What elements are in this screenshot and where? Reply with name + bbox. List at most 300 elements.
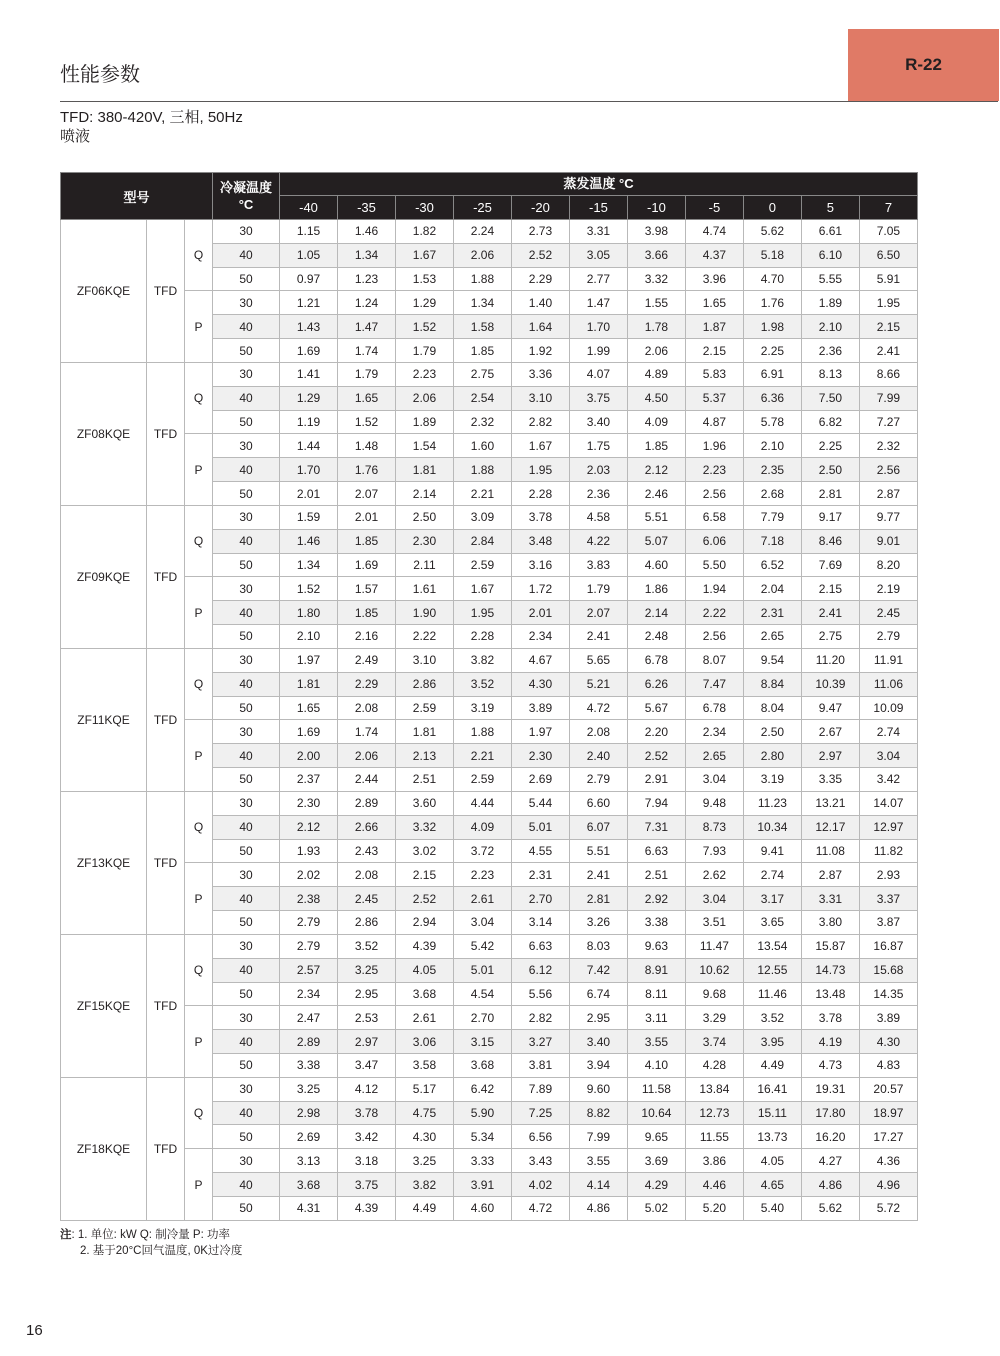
- table-cell: 7.25: [511, 1101, 569, 1125]
- table-cell: 2.86: [395, 672, 453, 696]
- table-cell: 17.27: [859, 1125, 917, 1149]
- table-cell: 6.74: [569, 982, 627, 1006]
- condensing-temp: 50: [213, 267, 280, 291]
- table-cell: 8.73: [685, 815, 743, 839]
- table-cell: 4.60: [627, 553, 685, 577]
- table-cell: 2.52: [511, 243, 569, 267]
- condensing-temp: 40: [213, 458, 280, 482]
- table-cell: 4.30: [859, 1030, 917, 1054]
- table-cell: 4.54: [453, 982, 511, 1006]
- table-cell: 2.15: [801, 577, 859, 601]
- table-cell: 2.10: [280, 625, 338, 649]
- table-cell: 3.19: [453, 696, 511, 720]
- table-cell: 2.19: [859, 577, 917, 601]
- table-cell: 4.60: [453, 1196, 511, 1220]
- table-cell: 11.46: [743, 982, 801, 1006]
- table-cell: 9.01: [859, 529, 917, 553]
- table-cell: 2.41: [569, 863, 627, 887]
- table-cell: 2.50: [743, 720, 801, 744]
- table-cell: 10.09: [859, 696, 917, 720]
- condensing-temp: 40: [213, 1173, 280, 1197]
- table-cell: 2.69: [280, 1125, 338, 1149]
- table-cell: 2.08: [338, 863, 396, 887]
- table-cell: 8.91: [627, 958, 685, 982]
- table-cell: 6.52: [743, 553, 801, 577]
- table-cell: 1.40: [511, 291, 569, 315]
- condensing-temp: 50: [213, 482, 280, 506]
- table-cell: 1.70: [569, 315, 627, 339]
- table-cell: 1.88: [453, 720, 511, 744]
- table-cell: 11.82: [859, 839, 917, 863]
- table-cell: 2.65: [743, 625, 801, 649]
- table-cell: 2.70: [511, 887, 569, 911]
- condensing-temp: 50: [213, 1053, 280, 1077]
- table-cell: 1.79: [338, 362, 396, 386]
- table-cell: 3.95: [743, 1030, 801, 1054]
- table-cell: 5.40: [743, 1196, 801, 1220]
- condensing-temp: 40: [213, 601, 280, 625]
- table-cell: 7.79: [743, 505, 801, 529]
- table-cell: 2.70: [453, 1006, 511, 1030]
- table-cell: 2.07: [569, 601, 627, 625]
- table-cell: 2.00: [280, 744, 338, 768]
- model-name: ZF13KQE: [61, 791, 147, 934]
- table-cell: 2.14: [627, 601, 685, 625]
- table-cell: 2.15: [685, 339, 743, 363]
- table-cell: 9.68: [685, 982, 743, 1006]
- table-cell: 3.04: [685, 768, 743, 792]
- table-cell: 2.41: [801, 601, 859, 625]
- table-cell: 2.53: [338, 1006, 396, 1030]
- table-cell: 3.43: [511, 1149, 569, 1173]
- table-cell: 2.45: [338, 887, 396, 911]
- parameter-key: P: [185, 720, 213, 791]
- table-cell: 2.29: [511, 267, 569, 291]
- condensing-temp: 40: [213, 1101, 280, 1125]
- header-evaporating-temp: 蒸发温度 °C: [280, 173, 918, 196]
- table-cell: 13.21: [801, 791, 859, 815]
- table-cell: 2.74: [859, 720, 917, 744]
- table-cell: 1.54: [395, 434, 453, 458]
- table-cell: 8.13: [801, 362, 859, 386]
- table-cell: 1.67: [453, 577, 511, 601]
- table-cell: 1.52: [338, 410, 396, 434]
- table-cell: 3.40: [569, 1030, 627, 1054]
- table-cell: 8.04: [743, 696, 801, 720]
- table-cell: 7.31: [627, 815, 685, 839]
- table-cell: 3.25: [395, 1149, 453, 1173]
- table-cell: 3.98: [627, 220, 685, 244]
- table-cell: 2.06: [338, 744, 396, 768]
- table-cell: 2.62: [685, 863, 743, 887]
- table-cell: 3.94: [569, 1053, 627, 1077]
- table-cell: 3.75: [338, 1173, 396, 1197]
- table-cell: 6.10: [801, 243, 859, 267]
- table-cell: 2.03: [569, 458, 627, 482]
- table-cell: 2.14: [395, 482, 453, 506]
- table-cell: 4.39: [338, 1196, 396, 1220]
- condensing-temp: 30: [213, 220, 280, 244]
- condensing-temp: 30: [213, 648, 280, 672]
- table-cell: 2.21: [453, 744, 511, 768]
- condensing-temp: 50: [213, 696, 280, 720]
- table-cell: 3.51: [685, 911, 743, 935]
- table-cell: 1.70: [280, 458, 338, 482]
- table-cell: 1.34: [453, 291, 511, 315]
- condensing-temp: 40: [213, 529, 280, 553]
- table-cell: 2.36: [569, 482, 627, 506]
- table-cell: 1.55: [627, 291, 685, 315]
- table-cell: 2.84: [453, 529, 511, 553]
- condensing-temp: 30: [213, 934, 280, 958]
- table-cell: 13.48: [801, 982, 859, 1006]
- table-cell: 11.55: [685, 1125, 743, 1149]
- table-cell: 1.85: [338, 601, 396, 625]
- table-cell: 2.25: [743, 339, 801, 363]
- table-cell: 3.68: [280, 1173, 338, 1197]
- table-cell: 2.97: [338, 1030, 396, 1054]
- table-cell: 4.31: [280, 1196, 338, 1220]
- table-cell: 13.84: [685, 1077, 743, 1101]
- table-cell: 1.92: [511, 339, 569, 363]
- table-cell: 4.30: [395, 1125, 453, 1149]
- table-cell: 1.75: [569, 434, 627, 458]
- table-cell: 11.23: [743, 791, 801, 815]
- table-cell: 1.93: [280, 839, 338, 863]
- table-cell: 3.02: [395, 839, 453, 863]
- table-cell: 3.37: [859, 887, 917, 911]
- table-cell: 18.97: [859, 1101, 917, 1125]
- table-cell: 6.60: [569, 791, 627, 815]
- table-cell: 1.67: [511, 434, 569, 458]
- table-cell: 3.86: [685, 1149, 743, 1173]
- table-cell: 2.59: [395, 696, 453, 720]
- table-cell: 1.34: [280, 553, 338, 577]
- table-cell: 2.92: [627, 887, 685, 911]
- table-cell: 2.77: [569, 267, 627, 291]
- condensing-temp: 30: [213, 505, 280, 529]
- table-cell: 1.21: [280, 291, 338, 315]
- table-cell: 4.28: [685, 1053, 743, 1077]
- table-cell: 11.08: [801, 839, 859, 863]
- table-cell: 3.04: [859, 744, 917, 768]
- table-cell: 2.23: [453, 863, 511, 887]
- table-cell: 2.94: [395, 911, 453, 935]
- table-cell: 3.38: [627, 911, 685, 935]
- table-cell: 2.56: [685, 482, 743, 506]
- table-row: [61, 291, 918, 315]
- table-row: [61, 1149, 918, 1173]
- page-title: 性能参数: [60, 64, 140, 86]
- voltage-code: TFD: [147, 648, 185, 791]
- evap-temp-header: -25: [453, 196, 511, 220]
- table-cell: 14.35: [859, 982, 917, 1006]
- table-cell: 1.65: [338, 386, 396, 410]
- table-cell: 1.52: [395, 315, 453, 339]
- table-cell: 3.27: [511, 1030, 569, 1054]
- table-cell: 4.27: [801, 1149, 859, 1173]
- table-cell: 9.65: [627, 1125, 685, 1149]
- table-cell: 3.38: [280, 1053, 338, 1077]
- table-cell: 7.99: [569, 1125, 627, 1149]
- header-divider: [60, 101, 998, 102]
- table-cell: 2.06: [453, 243, 511, 267]
- subtitle-line-2: 喷液: [60, 128, 91, 145]
- table-cell: 2.15: [395, 863, 453, 887]
- voltage-code: TFD: [147, 220, 185, 363]
- table-cell: 3.96: [685, 267, 743, 291]
- table-cell: 3.35: [801, 768, 859, 792]
- table-cell: 1.81: [395, 458, 453, 482]
- voltage-code: TFD: [147, 362, 185, 505]
- table-cell: 5.51: [627, 505, 685, 529]
- header-model: 型号: [61, 173, 213, 220]
- parameter-key: P: [185, 291, 213, 362]
- table-cell: 3.55: [627, 1030, 685, 1054]
- table-cell: 3.87: [859, 911, 917, 935]
- table-cell: 2.56: [859, 458, 917, 482]
- table-cell: 4.72: [569, 696, 627, 720]
- table-cell: 3.52: [743, 1006, 801, 1030]
- table-cell: 2.61: [453, 887, 511, 911]
- table-cell: 1.74: [338, 339, 396, 363]
- table-cell: 1.43: [280, 315, 338, 339]
- table-cell: 1.60: [453, 434, 511, 458]
- table-cell: 2.80: [743, 744, 801, 768]
- table-cell: 3.25: [280, 1077, 338, 1101]
- table-cell: 2.29: [338, 672, 396, 696]
- table-cell: 7.94: [627, 791, 685, 815]
- table-cell: 3.48: [511, 529, 569, 553]
- table-cell: 13.54: [743, 934, 801, 958]
- table-cell: 3.69: [627, 1149, 685, 1173]
- table-cell: 4.44: [453, 791, 511, 815]
- table-cell: 9.54: [743, 648, 801, 672]
- table-cell: 2.81: [569, 887, 627, 911]
- table-cell: 5.50: [685, 553, 743, 577]
- table-cell: 3.60: [395, 791, 453, 815]
- table-cell: 6.12: [511, 958, 569, 982]
- table-cell: 1.94: [685, 577, 743, 601]
- table-cell: 7.05: [859, 220, 917, 244]
- table-cell: 3.72: [453, 839, 511, 863]
- table-cell: 7.93: [685, 839, 743, 863]
- table-cell: 3.65: [743, 911, 801, 935]
- table-cell: 2.15: [859, 315, 917, 339]
- evap-temp-header: 0: [743, 196, 801, 220]
- table-cell: 5.65: [569, 648, 627, 672]
- table-cell: 2.52: [627, 744, 685, 768]
- table-cell: 1.53: [395, 267, 453, 291]
- table-cell: 20.57: [859, 1077, 917, 1101]
- table-cell: 2.51: [395, 768, 453, 792]
- table-cell: 8.11: [627, 982, 685, 1006]
- condensing-temp: 40: [213, 386, 280, 410]
- table-cell: 3.78: [338, 1101, 396, 1125]
- table-cell: 6.82: [801, 410, 859, 434]
- table-cell: 2.89: [338, 791, 396, 815]
- table-cell: 2.49: [338, 648, 396, 672]
- table-cell: 3.83: [569, 553, 627, 577]
- table-cell: 2.46: [627, 482, 685, 506]
- table-cell: 9.63: [627, 934, 685, 958]
- table-cell: 2.44: [338, 768, 396, 792]
- table-cell: 2.10: [801, 315, 859, 339]
- table-cell: 6.63: [627, 839, 685, 863]
- table-cell: 3.78: [511, 505, 569, 529]
- table-cell: 2.31: [511, 863, 569, 887]
- table-cell: 5.56: [511, 982, 569, 1006]
- table-cell: 2.82: [511, 410, 569, 434]
- table-cell: 2.12: [280, 815, 338, 839]
- table-cell: 2.79: [859, 625, 917, 649]
- table-cell: 2.32: [453, 410, 511, 434]
- table-cell: 5.21: [569, 672, 627, 696]
- table-cell: 2.34: [685, 720, 743, 744]
- table-cell: 1.69: [280, 339, 338, 363]
- table-cell: 2.69: [511, 768, 569, 792]
- table-cell: 6.06: [685, 529, 743, 553]
- table-cell: 6.78: [627, 648, 685, 672]
- table-cell: 5.78: [743, 410, 801, 434]
- condensing-temp: 40: [213, 243, 280, 267]
- table-cell: 7.47: [685, 672, 743, 696]
- table-cell: 3.42: [859, 768, 917, 792]
- table-cell: 2.01: [338, 505, 396, 529]
- table-cell: 1.89: [801, 291, 859, 315]
- table-cell: 5.67: [627, 696, 685, 720]
- condensing-temp: 40: [213, 815, 280, 839]
- table-cell: 1.85: [453, 339, 511, 363]
- table-cell: 3.32: [627, 267, 685, 291]
- table-cell: 1.23: [338, 267, 396, 291]
- table-cell: 3.68: [453, 1053, 511, 1077]
- table-cell: 1.52: [280, 577, 338, 601]
- table-cell: 5.42: [453, 934, 511, 958]
- table-cell: 15.11: [743, 1101, 801, 1125]
- table-cell: 1.05: [280, 243, 338, 267]
- table-cell: 2.82: [511, 1006, 569, 1030]
- voltage-code: TFD: [147, 934, 185, 1077]
- table-cell: 4.05: [743, 1149, 801, 1173]
- condensing-temp: 30: [213, 791, 280, 815]
- table-cell: 2.30: [511, 744, 569, 768]
- table-cell: 6.78: [685, 696, 743, 720]
- subtitle: [60, 108, 243, 146]
- table-cell: 11.20: [801, 648, 859, 672]
- table-cell: 3.11: [627, 1006, 685, 1030]
- table-cell: 1.95: [859, 291, 917, 315]
- table-cell: 4.12: [338, 1077, 396, 1101]
- table-cell: 1.46: [338, 220, 396, 244]
- table-cell: 2.95: [338, 982, 396, 1006]
- table-cell: 1.74: [338, 720, 396, 744]
- table-cell: 2.73: [511, 220, 569, 244]
- table-cell: 2.97: [801, 744, 859, 768]
- condensing-temp: 30: [213, 1006, 280, 1030]
- table-cell: 1.80: [280, 601, 338, 625]
- table-cell: 2.79: [280, 934, 338, 958]
- parameter-key: P: [185, 863, 213, 934]
- table-cell: 2.52: [395, 887, 453, 911]
- table-cell: 3.09: [453, 505, 511, 529]
- table-cell: 4.87: [685, 410, 743, 434]
- table-cell: 5.01: [453, 958, 511, 982]
- condensing-temp: 50: [213, 1125, 280, 1149]
- model-name: ZF09KQE: [61, 505, 147, 648]
- table-cell: 2.28: [453, 625, 511, 649]
- refrigerant-tag: R-22: [848, 29, 999, 101]
- table-cell: 1.29: [395, 291, 453, 315]
- table-cell: 1.72: [511, 577, 569, 601]
- table-cell: 3.31: [801, 887, 859, 911]
- table-cell: 11.06: [859, 672, 917, 696]
- table-cell: 4.55: [511, 839, 569, 863]
- table-cell: 4.72: [511, 1196, 569, 1220]
- table-cell: 9.17: [801, 505, 859, 529]
- table-cell: 4.73: [801, 1053, 859, 1077]
- table-cell: 3.52: [338, 934, 396, 958]
- table-cell: 2.16: [338, 625, 396, 649]
- table-cell: 4.29: [627, 1173, 685, 1197]
- table-cell: 2.12: [627, 458, 685, 482]
- table-cell: 1.46: [280, 529, 338, 553]
- table-cell: 5.37: [685, 386, 743, 410]
- table-cell: 2.68: [743, 482, 801, 506]
- table-cell: 2.89: [280, 1030, 338, 1054]
- parameter-key: Q: [185, 220, 213, 291]
- table-cell: 1.97: [511, 720, 569, 744]
- voltage-code: TFD: [147, 791, 185, 934]
- evap-temp-header: -10: [627, 196, 685, 220]
- table-cell: 2.22: [395, 625, 453, 649]
- table-cell: 1.47: [569, 291, 627, 315]
- table-row: [61, 1077, 918, 1101]
- table-row: [61, 1006, 918, 1030]
- table-cell: 7.18: [743, 529, 801, 553]
- table-cell: 3.31: [569, 220, 627, 244]
- table-cell: 1.81: [280, 672, 338, 696]
- table-cell: 3.17: [743, 887, 801, 911]
- table-cell: 5.91: [859, 267, 917, 291]
- parameter-key: P: [185, 1149, 213, 1220]
- evap-temp-header: 7: [859, 196, 917, 220]
- table-cell: 2.08: [338, 696, 396, 720]
- table-cell: 8.66: [859, 362, 917, 386]
- page-number: 16: [26, 1322, 43, 1339]
- table-cell: 1.88: [453, 458, 511, 482]
- table-cell: 3.15: [453, 1030, 511, 1054]
- table-cell: 2.56: [685, 625, 743, 649]
- condensing-temp: 30: [213, 434, 280, 458]
- table-cell: 12.73: [685, 1101, 743, 1125]
- table-cell: 6.07: [569, 815, 627, 839]
- table-cell: 2.47: [280, 1006, 338, 1030]
- parameter-key: Q: [185, 648, 213, 719]
- table-cell: 2.31: [743, 601, 801, 625]
- table-cell: 0.97: [280, 267, 338, 291]
- table-cell: 1.86: [627, 577, 685, 601]
- table-cell: 14.73: [801, 958, 859, 982]
- table-cell: 2.61: [395, 1006, 453, 1030]
- table-cell: 2.34: [511, 625, 569, 649]
- table-cell: 3.89: [859, 1006, 917, 1030]
- table-cell: 2.45: [859, 601, 917, 625]
- table-cell: 1.48: [338, 434, 396, 458]
- table-cell: 3.05: [569, 243, 627, 267]
- parameter-key: P: [185, 1006, 213, 1077]
- table-cell: 3.40: [569, 410, 627, 434]
